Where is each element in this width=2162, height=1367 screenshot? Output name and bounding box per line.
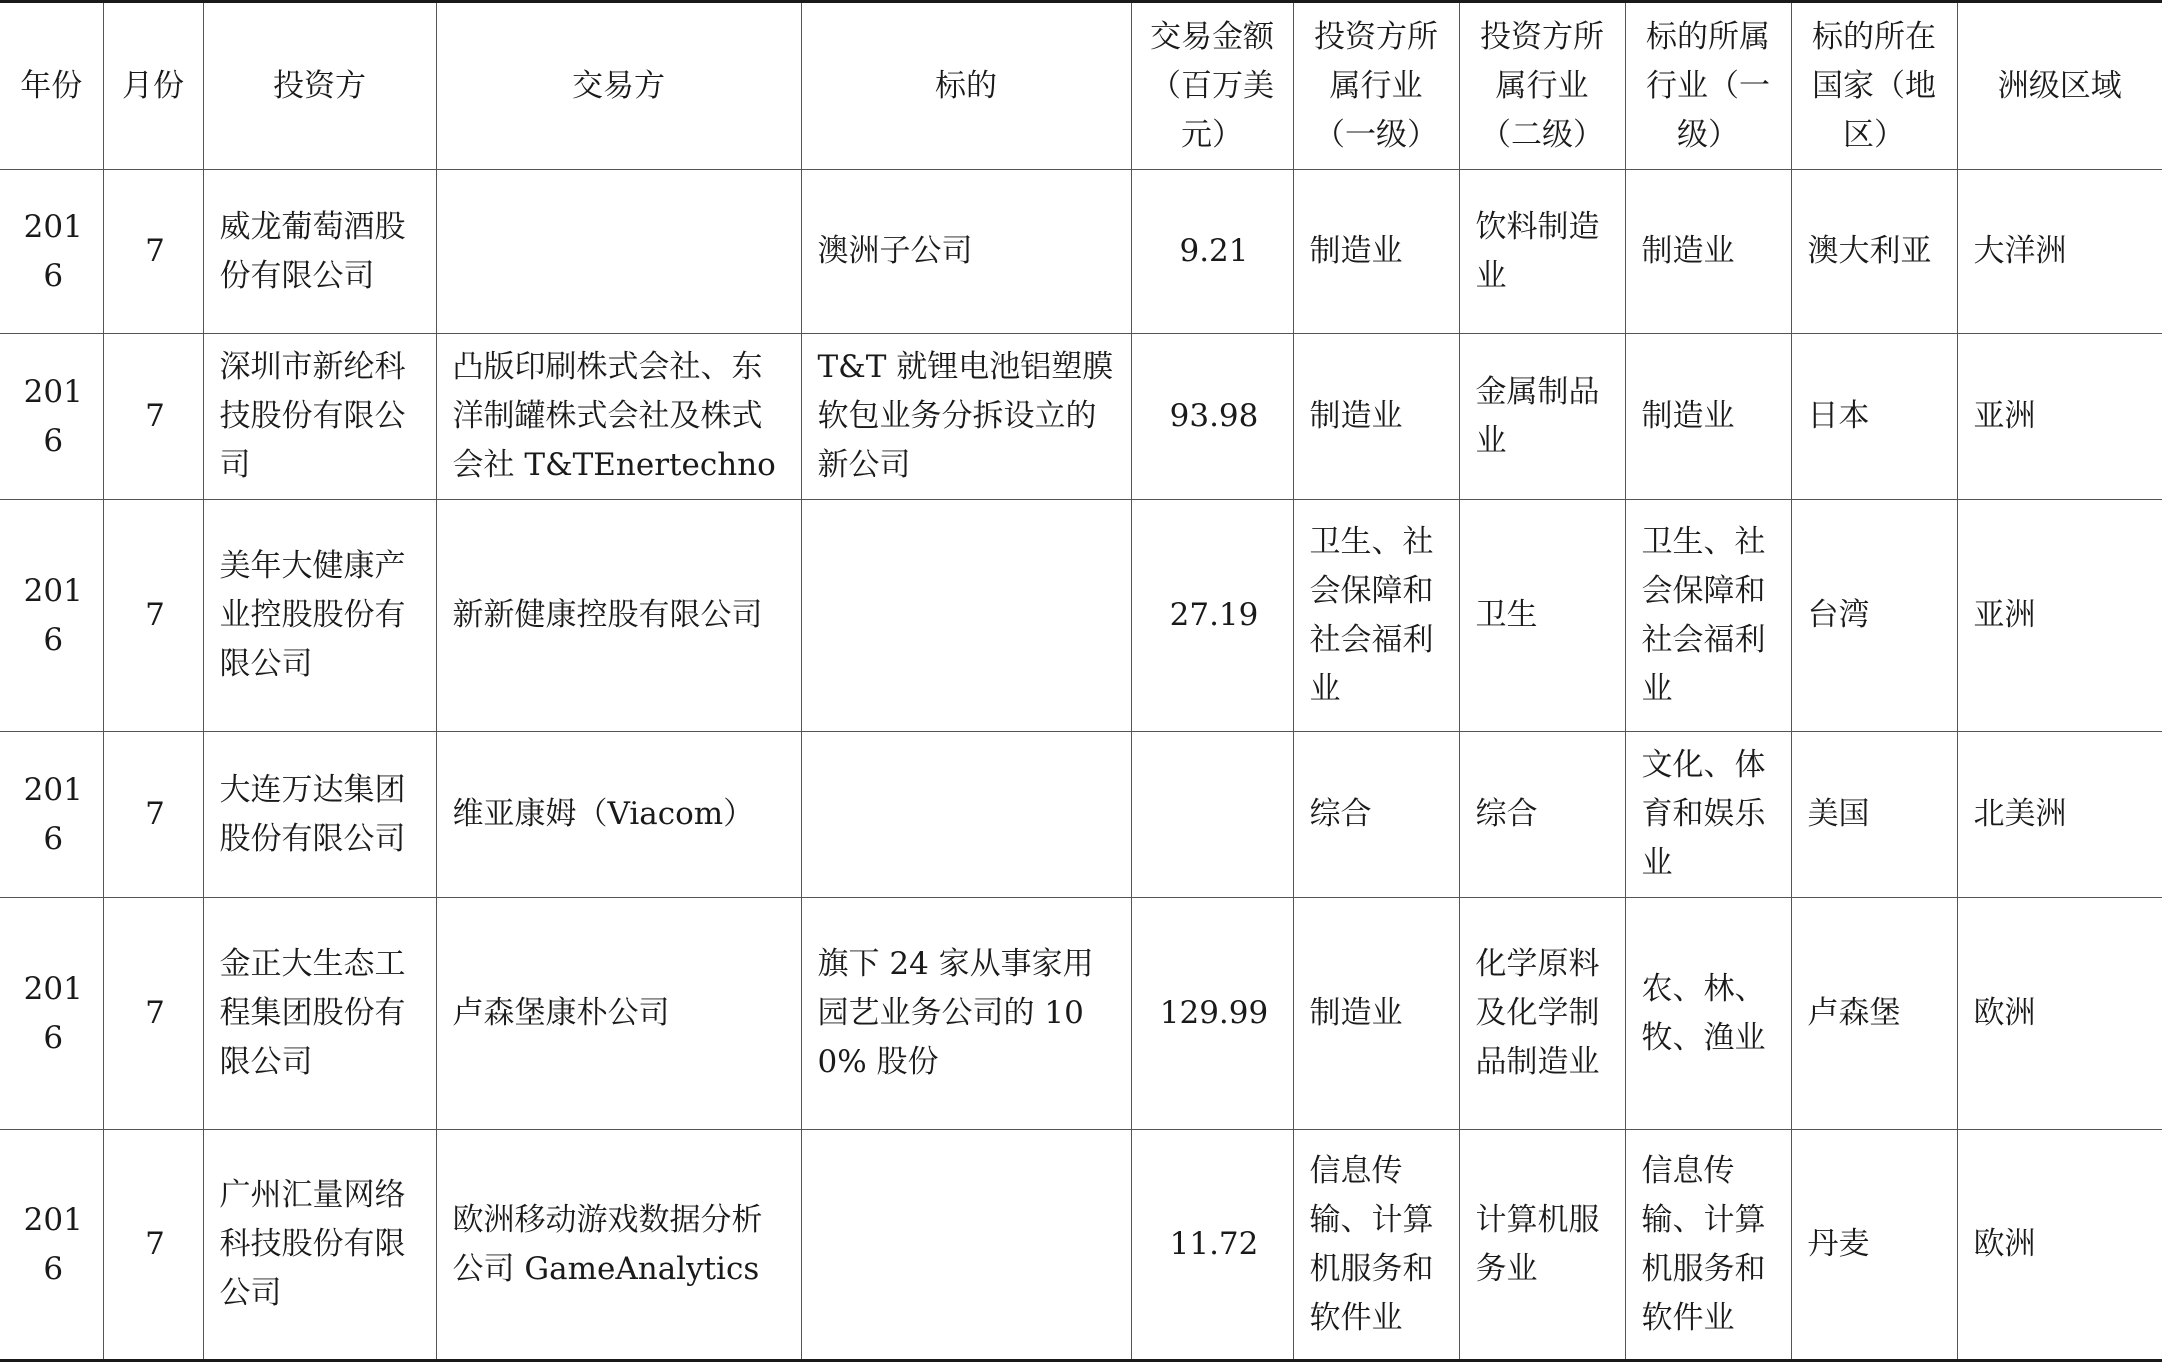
header-counterparty: 交易方: [436, 2, 801, 170]
cell-target: 旗下 24 家从事家用园艺业务公司的 100% 股份: [801, 898, 1131, 1130]
cell-target-industry-l1: 信息传输、计算机服务和软件业: [1625, 1130, 1791, 1361]
cell-investor-industry-l1: 制造业: [1293, 898, 1459, 1130]
cell-month: 7: [103, 1130, 203, 1361]
cell-counterparty: 凸版印刷株式会社、东洋制罐株式会社及株式会社 T&TEnertechno: [436, 334, 801, 500]
cell-month: 7: [103, 334, 203, 500]
cell-investor: 美年大健康产业控股股份有限公司: [203, 500, 436, 732]
table-row: [0, 334, 2162, 500]
cell-year: 2016: [0, 500, 103, 732]
cell-target-country: 美国: [1791, 732, 1957, 898]
cell-region: 欧洲: [1957, 1130, 2162, 1361]
cell-target-country: 卢森堡: [1791, 898, 1957, 1130]
cell-investor-industry-l2: 卫生: [1459, 500, 1625, 732]
cell-target-industry-l1: 农、林、牧、渔业: [1625, 898, 1791, 1130]
cell-investor-industry-l1: 综合: [1293, 732, 1459, 898]
header-month: 月份: [103, 2, 203, 170]
cell-region: 大洋洲: [1957, 170, 2162, 334]
cell-target-country: 日本: [1791, 334, 1957, 500]
cell-target-industry-l1: 制造业: [1625, 334, 1791, 500]
cell-counterparty: [436, 170, 801, 334]
cell-investor-industry-l2: 综合: [1459, 732, 1625, 898]
header-row: [0, 2, 2162, 170]
cell-year: 2016: [0, 898, 103, 1130]
header-region: 洲级区域: [1957, 2, 2162, 170]
header-amount: 交易金额（百万美元）: [1131, 2, 1293, 170]
cell-investor-industry-l1: 信息传输、计算机服务和软件业: [1293, 1130, 1459, 1361]
cell-month: 7: [103, 732, 203, 898]
cell-investor-industry-l1: 制造业: [1293, 170, 1459, 334]
cell-year: 2016: [0, 334, 103, 500]
cell-month: 7: [103, 170, 203, 334]
cell-investor-industry-l2: 化学原料及化学制品制造业: [1459, 898, 1625, 1130]
table-row: [0, 898, 2162, 1130]
cell-amount: [1131, 732, 1293, 898]
cell-investor-industry-l2: 金属制品业: [1459, 334, 1625, 500]
header-year: 年份: [0, 2, 103, 170]
cell-investor-industry-l1: 制造业: [1293, 334, 1459, 500]
cell-region: 北美洲: [1957, 732, 2162, 898]
cell-year: 2016: [0, 170, 103, 334]
cell-counterparty: 新新健康控股有限公司: [436, 500, 801, 732]
cell-counterparty: 维亚康姆（Viacom）: [436, 732, 801, 898]
header-target-country: 标的所在国家（地区）: [1791, 2, 1957, 170]
cell-counterparty: 卢森堡康朴公司: [436, 898, 801, 1130]
table-row: [0, 732, 2162, 898]
table-row: [0, 500, 2162, 732]
cell-month: 7: [103, 500, 203, 732]
cell-target-country: 丹麦: [1791, 1130, 1957, 1361]
cell-region: 欧洲: [1957, 898, 2162, 1130]
cell-investor-industry-l2: 饮料制造业: [1459, 170, 1625, 334]
cell-investor: 广州汇量网络科技股份有限公司: [203, 1130, 436, 1361]
cell-amount: 9.21: [1131, 170, 1293, 334]
cell-target-country: 澳大利亚: [1791, 170, 1957, 334]
cell-target-industry-l1: 文化、体育和娱乐业: [1625, 732, 1791, 898]
cell-investor: 威龙葡萄酒股份有限公司: [203, 170, 436, 334]
cell-investor: 大连万达集团股份有限公司: [203, 732, 436, 898]
header-investor: 投资方: [203, 2, 436, 170]
cell-region: 亚洲: [1957, 334, 2162, 500]
cell-target: 澳洲子公司: [801, 170, 1131, 334]
cell-target: T&T 就锂电池铝塑膜软包业务分拆设立的新公司: [801, 334, 1131, 500]
table-row: [0, 1130, 2162, 1361]
cell-target: [801, 732, 1131, 898]
cell-investor-industry-l2: 计算机服务业: [1459, 1130, 1625, 1361]
cell-investor-industry-l1: 卫生、社会保障和社会福利业: [1293, 500, 1459, 732]
cell-year: 2016: [0, 1130, 103, 1361]
cell-target-industry-l1: 制造业: [1625, 170, 1791, 334]
cell-target: [801, 1130, 1131, 1361]
cell-investor: 金正大生态工程集团股份有限公司: [203, 898, 436, 1130]
header-target: 标的: [801, 2, 1131, 170]
header-investor-industry-l1: 投资方所属行业（一级）: [1293, 2, 1459, 170]
cell-amount: 27.19: [1131, 500, 1293, 732]
cell-year: 2016: [0, 732, 103, 898]
cell-investor: 深圳市新纶科技股份有限公司: [203, 334, 436, 500]
cell-target-country: 台湾: [1791, 500, 1957, 732]
cell-region: 亚洲: [1957, 500, 2162, 732]
cell-target-industry-l1: 卫生、社会保障和社会福利业: [1625, 500, 1791, 732]
cell-target: [801, 500, 1131, 732]
cell-month: 7: [103, 898, 203, 1130]
cell-amount: 129.99: [1131, 898, 1293, 1130]
header-target-industry-l1: 标的所属行业（一级）: [1625, 2, 1791, 170]
table-row: [0, 170, 2162, 334]
header-investor-industry-l2: 投资方所属行业（二级）: [1459, 2, 1625, 170]
cell-amount: 93.98: [1131, 334, 1293, 500]
cell-amount: 11.72: [1131, 1130, 1293, 1361]
cell-counterparty: 欧洲移动游戏数据分析公司 GameAnalytics: [436, 1130, 801, 1361]
